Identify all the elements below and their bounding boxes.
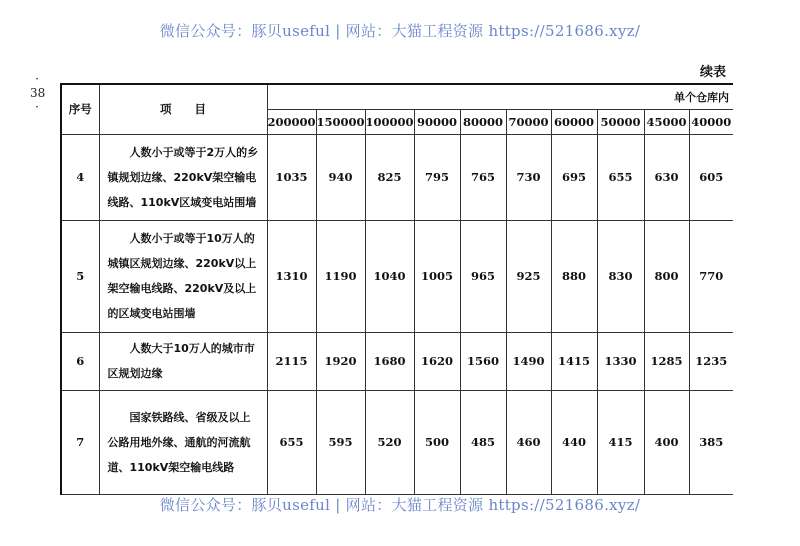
capacity-column-header: 200000 xyxy=(267,109,316,134)
watermark-bottom: 微信公众号：豚贝useful | 网站：大猫工程资源 https://521686.xyz/ xyxy=(159,496,641,514)
row-value: 415 xyxy=(597,390,644,494)
row-value: 1235 xyxy=(689,332,733,390)
row-value: 830 xyxy=(597,220,644,332)
row-value: 765 xyxy=(460,134,506,220)
row-value: 1005 xyxy=(414,220,460,332)
row-value: 1190 xyxy=(316,220,365,332)
row-value: 1285 xyxy=(644,332,689,390)
capacity-column-header: 90000 xyxy=(414,109,460,134)
row-value: 1330 xyxy=(597,332,644,390)
row-value: 800 xyxy=(644,220,689,332)
row-value: 1680 xyxy=(365,332,414,390)
row-value: 770 xyxy=(689,220,733,332)
row-value: 695 xyxy=(551,134,597,220)
capacity-column-header: 50000 xyxy=(597,109,644,134)
row-value: 595 xyxy=(316,390,365,494)
row-value: 485 xyxy=(460,390,506,494)
row-value: 1040 xyxy=(365,220,414,332)
header-serial-number: 序号 xyxy=(61,84,99,134)
row-value: 655 xyxy=(267,390,316,494)
row-value: 655 xyxy=(597,134,644,220)
row-item: 人数小于或等于2万人的乡镇规划边缘、220kV架空输电线路、110kV区域变电站围墙 xyxy=(99,134,267,220)
row-item: 国家铁路线、省级及以上公路用地外缘、通航的河流航道、110kV架空输电线路 xyxy=(99,390,267,494)
capacity-column-header: 60000 xyxy=(551,109,597,134)
table-row xyxy=(61,220,733,332)
capacity-column-header: 45000 xyxy=(644,109,689,134)
row-value: 400 xyxy=(644,390,689,494)
row-value: 1560 xyxy=(460,332,506,390)
header-item: 项 目 xyxy=(99,84,267,134)
row-item: 人数小于或等于10万人的城镇区规划边缘、220kV以上架空输电线路、220kV及以上的区域变电站围墙 xyxy=(99,220,267,332)
row-value: 500 xyxy=(414,390,460,494)
table-header-row xyxy=(61,84,733,109)
row-value: 1620 xyxy=(414,332,460,390)
capacity-column-header: 40000 xyxy=(689,109,733,134)
row-value: 1415 xyxy=(551,332,597,390)
row-value: 965 xyxy=(460,220,506,332)
distance-table xyxy=(60,83,733,495)
row-value: 385 xyxy=(689,390,733,494)
capacity-column-header: 80000 xyxy=(460,109,506,134)
table-row xyxy=(61,134,733,220)
table-row xyxy=(61,332,733,390)
row-value: 730 xyxy=(506,134,551,220)
row-value: 2115 xyxy=(267,332,316,390)
row-value: 520 xyxy=(365,390,414,494)
row-value: 825 xyxy=(365,134,414,220)
row-value: 1490 xyxy=(506,332,551,390)
row-value: 1920 xyxy=(316,332,365,390)
continued-table-label: 续表 xyxy=(700,65,727,80)
row-value: 880 xyxy=(551,220,597,332)
row-value: 440 xyxy=(551,390,597,494)
capacity-column-header: 100000 xyxy=(365,109,414,134)
row-number: 5 xyxy=(61,220,99,332)
watermark-top: 微信公众号：豚贝useful | 网站：大猫工程资源 https://521686.xyz/ xyxy=(159,22,641,40)
table-row xyxy=(61,390,733,494)
capacity-column-header: 70000 xyxy=(506,109,551,134)
header-unit-label: 单个仓库内 xyxy=(267,84,733,109)
row-value: 1310 xyxy=(267,220,316,332)
row-number: 7 xyxy=(61,390,99,494)
row-value: 630 xyxy=(644,134,689,220)
row-value: 795 xyxy=(414,134,460,220)
capacity-column-header: 150000 xyxy=(316,109,365,134)
page-number: · 38 · xyxy=(30,72,46,114)
row-value: 460 xyxy=(506,390,551,494)
row-value: 940 xyxy=(316,134,365,220)
row-value: 1035 xyxy=(267,134,316,220)
row-number: 4 xyxy=(61,134,99,220)
row-item: 人数大于10万人的城市市区规划边缘 xyxy=(99,332,267,390)
row-number: 6 xyxy=(61,332,99,390)
row-value: 605 xyxy=(689,134,733,220)
row-value: 925 xyxy=(506,220,551,332)
